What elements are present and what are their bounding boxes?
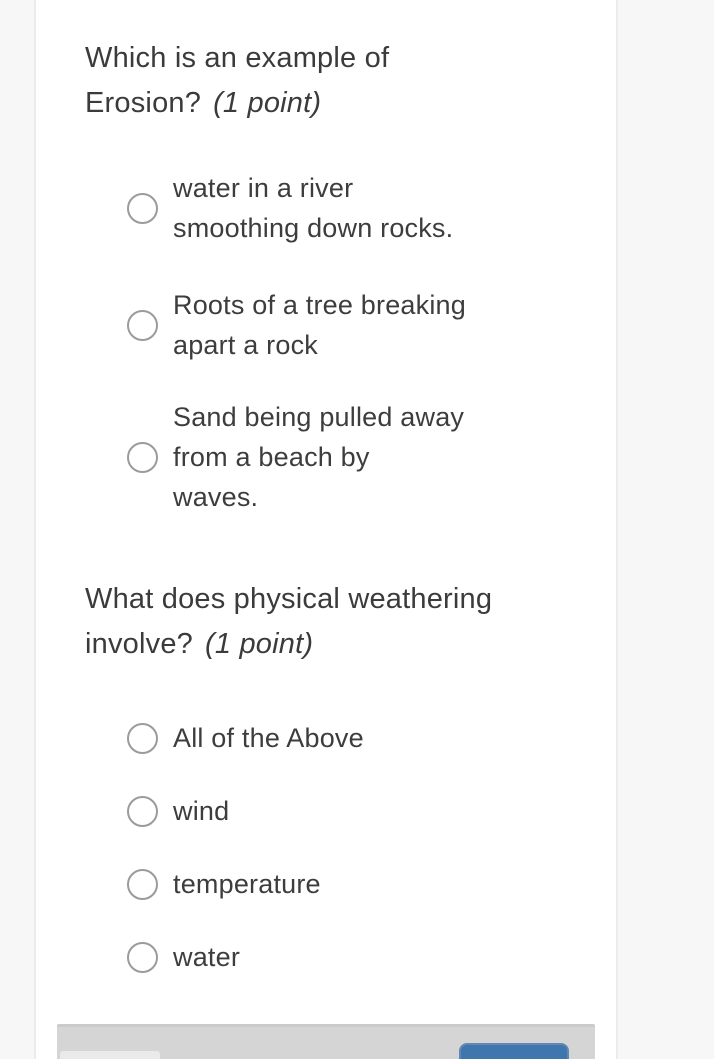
- radio-button[interactable]: [127, 723, 158, 754]
- option-line: smoothing down rocks.: [173, 213, 454, 243]
- options-group: [85, 168, 578, 517]
- answer-option[interactable]: [127, 791, 578, 831]
- radio-button[interactable]: [127, 310, 158, 341]
- option-line: water in a river: [173, 173, 354, 203]
- answer-option[interactable]: [127, 397, 578, 517]
- prompt-text: involve?: [85, 628, 193, 660]
- option-label: water: [173, 942, 241, 972]
- answer-option[interactable]: [127, 864, 578, 904]
- option-label: [173, 397, 464, 517]
- option-line: apart a rock: [173, 330, 318, 360]
- option-label: wind: [173, 796, 230, 826]
- option-label: [173, 285, 466, 365]
- answer-option[interactable]: [127, 168, 578, 248]
- question-block-1: [85, 36, 578, 517]
- option-line: waves.: [173, 482, 259, 512]
- options-group: [85, 718, 578, 977]
- points-label: (1 point): [213, 87, 322, 119]
- next-button[interactable]: [459, 1043, 569, 1059]
- question-block-2: [85, 577, 578, 977]
- radio-button[interactable]: [127, 442, 158, 473]
- option-label: All of the Above: [173, 723, 364, 753]
- radio-button[interactable]: [127, 869, 158, 900]
- question-prompt: [85, 36, 578, 126]
- answer-option[interactable]: [127, 937, 578, 977]
- radio-button[interactable]: [127, 942, 158, 973]
- prompt-line: What does physical weathering: [85, 583, 493, 615]
- quiz-content: [36, 0, 616, 977]
- quiz-card: [34, 0, 618, 1059]
- prompt-line: [85, 622, 578, 667]
- points-label: (1 point): [205, 628, 314, 660]
- toolbar-secondary-button[interactable]: [60, 1051, 160, 1059]
- bottom-toolbar: [57, 1024, 595, 1059]
- radio-button[interactable]: [127, 193, 158, 224]
- option-label: [173, 168, 453, 248]
- option-label: temperature: [173, 869, 321, 899]
- answer-option[interactable]: [127, 718, 578, 758]
- answer-option[interactable]: [127, 285, 578, 365]
- option-line: from a beach by: [173, 442, 370, 472]
- question-prompt: [85, 577, 578, 667]
- option-line: Roots of a tree breaking: [173, 290, 466, 320]
- prompt-text: Erosion?: [85, 87, 202, 119]
- prompt-line: [85, 81, 578, 126]
- radio-button[interactable]: [127, 796, 158, 827]
- option-line: Sand being pulled away: [173, 402, 465, 432]
- prompt-line: Which is an example of: [85, 42, 390, 74]
